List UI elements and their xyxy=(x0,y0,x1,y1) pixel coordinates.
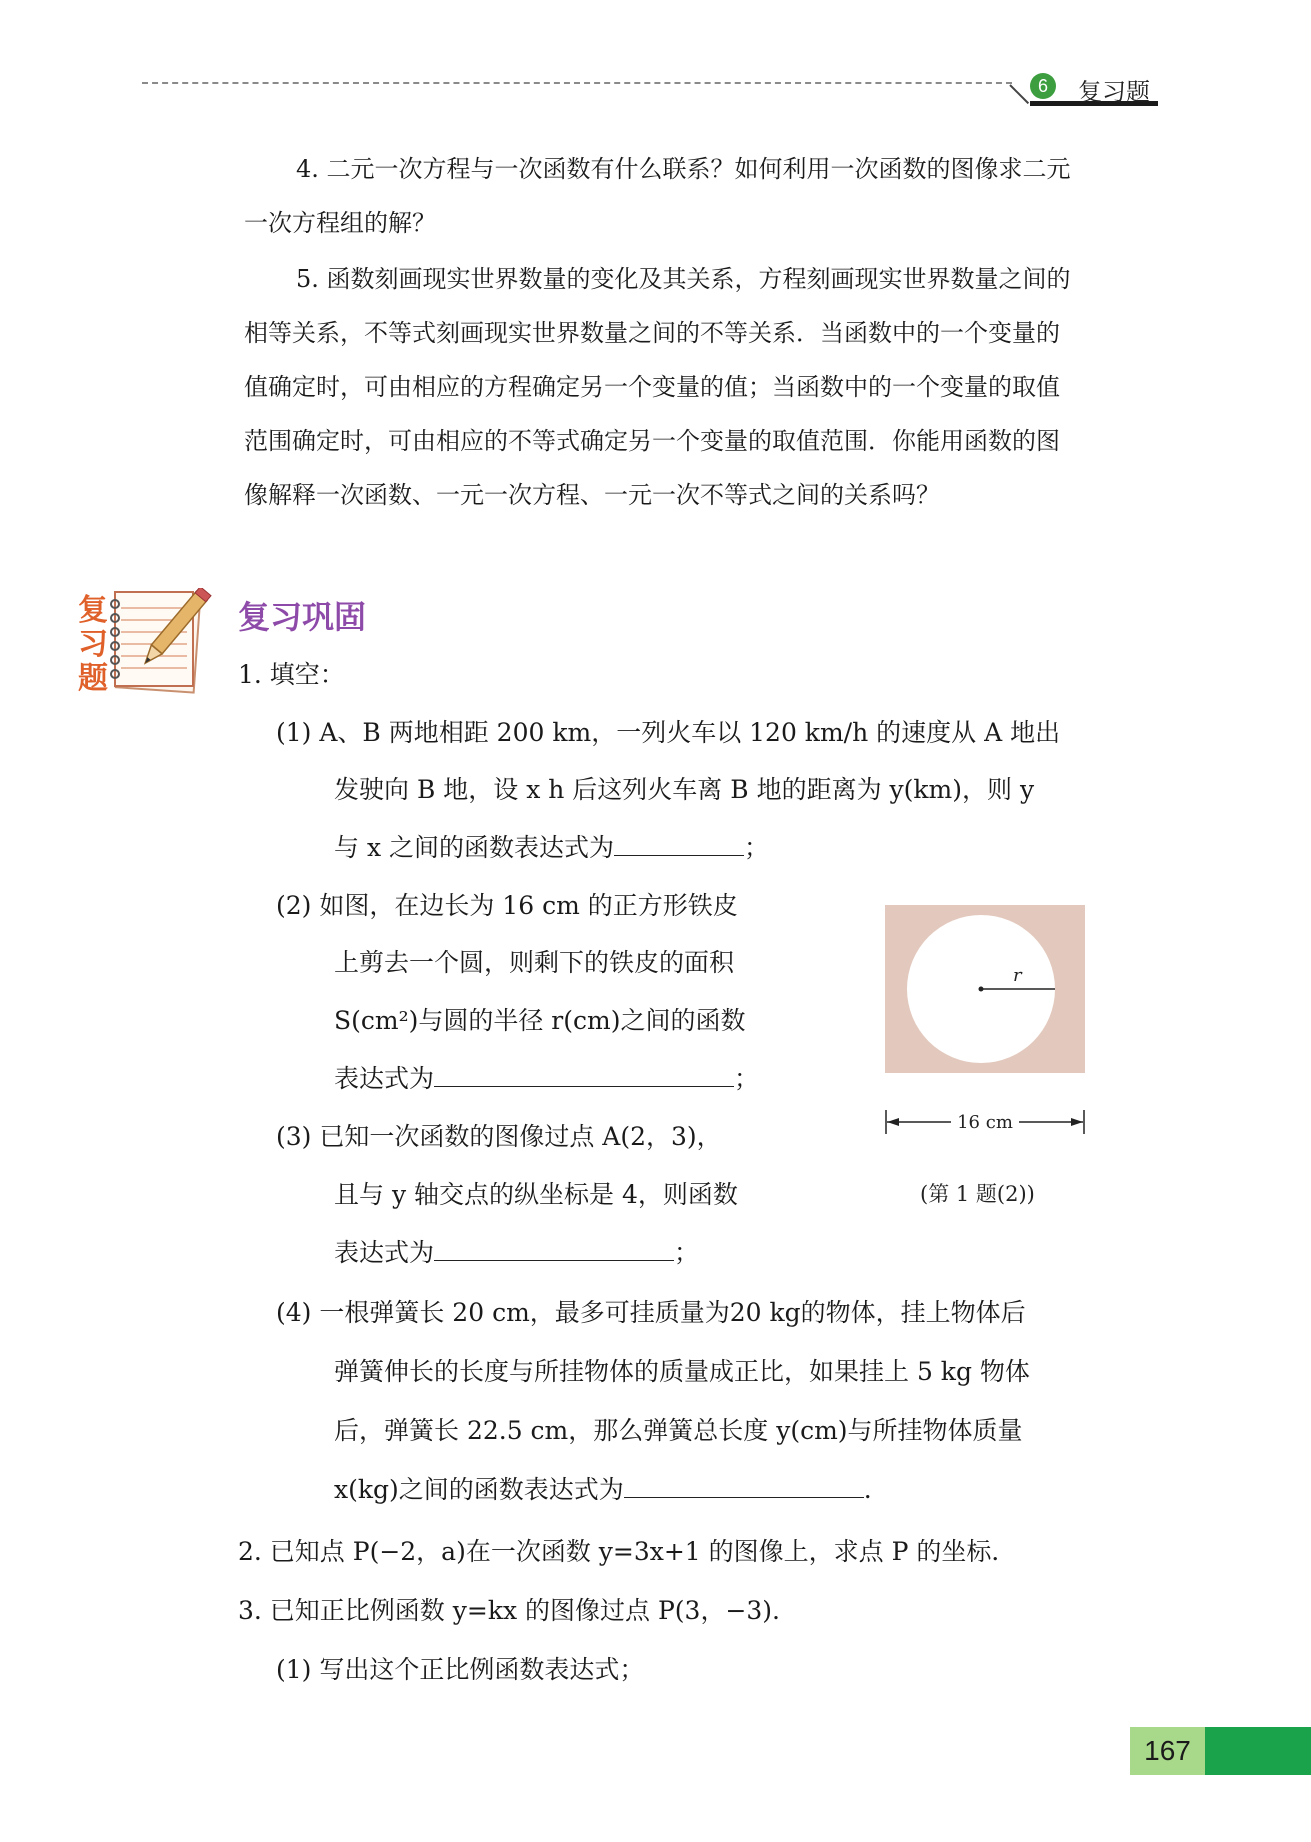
exercise-1-4-line-2: 弹簧伸长的长度与所挂物体的质量成正比，如果挂上 5 kg 物体 xyxy=(334,1357,1030,1386)
answer-blank-1-4[interactable] xyxy=(624,1473,864,1498)
exercise-1-3-text: 表达式为 xyxy=(334,1238,435,1267)
exercise-1-1-punct: ； xyxy=(744,833,770,862)
exercise-1-2-line-4 xyxy=(334,1062,759,1096)
circle-center-dot xyxy=(979,987,984,992)
exercise-1-3-punct: ； xyxy=(674,1238,700,1267)
exercise-1-4-punct: . xyxy=(863,1475,872,1504)
page-number: 167 xyxy=(1130,1727,1205,1775)
exercise-1-2-line-3: S(cm²)与圆的半径 r(cm)之间的函数 xyxy=(334,1006,746,1035)
exercise-2: 2. 已知点 P(−2，a)在一次函数 y=3x+1 的图像上，求点 P 的坐标． xyxy=(238,1537,1017,1566)
exercise-1-4-line-1: (4) 一根弹簧长 20 cm，最多可挂质量为20 kg的物体，挂上物体后 xyxy=(276,1298,1026,1327)
exercise-1-1-line-2: 发驶向 B 地，设 x h 后这列火车离 B 地的距离为 y(km)，则 y xyxy=(334,775,1035,804)
exercise-3-1: (1) 写出这个正比例函数表达式； xyxy=(276,1655,645,1684)
exercise-1-1-line-3 xyxy=(334,831,769,865)
dimension-label: 16 cm xyxy=(957,1112,1013,1133)
exercise-1-2-line-2: 上剪去一个圆，则剩下的铁皮的面积 xyxy=(334,948,735,977)
question-4 xyxy=(244,142,1158,250)
header-dashed-rule xyxy=(142,82,1012,84)
answer-blank-1-1[interactable] xyxy=(614,831,744,856)
chapter-number-badge: 6 xyxy=(1030,73,1056,99)
q4-line-2: 一次方程组的解？ xyxy=(244,209,436,237)
exercise-1-3-line-3 xyxy=(334,1236,699,1270)
q5-line-2: 相等关系，不等式刻画现实世界数量之间的不等关系．当函数中的一个变量的 xyxy=(244,319,1060,347)
answer-blank-1-2[interactable] xyxy=(434,1062,734,1087)
exercise-3: 3. 已知正比例函数 y=kx 的图像过点 P(3，−3). xyxy=(238,1596,780,1625)
dimension-arrow xyxy=(885,1108,1085,1136)
answer-blank-1-3[interactable] xyxy=(434,1236,674,1261)
exercise-1-1-line-1: (1) A、B 两地相距 200 km，一列火车以 120 km/h 的速度从 A 地出 xyxy=(276,718,1061,747)
q5-line-1: 5. 函数刻画现实世界数量的变化及其关系，方程刻画现实世界数量之间的 xyxy=(296,265,1071,293)
exercise-1-2-punct: ； xyxy=(734,1064,760,1093)
exercise-1-label: 1. 填空： xyxy=(238,660,345,689)
exercise-1-4-text: x(kg)之间的函数表达式为 xyxy=(334,1475,624,1504)
exercise-1-4-line-3: 后，弹簧长 22.5 cm，那么弹簧总长度 y(cm)与所挂物体质量 xyxy=(334,1416,1023,1445)
question-5 xyxy=(244,252,1158,522)
exercise-1-3-line-1: (3) 已知一次函数的图像过点 A(2，3)， xyxy=(276,1122,722,1151)
q4-line-1: 4. 二元一次方程与一次函数有什么联系？如何利用一次函数的图像求二元 xyxy=(296,155,1071,183)
q5-line-5: 像解释一次函数、一元一次方程、一元一次不等式之间的关系吗？ xyxy=(244,481,940,509)
section-title: 复习巩固 xyxy=(238,598,367,636)
q5-line-4: 范围确定时，可由相应的不等式确定另一个变量的取值范围．你能用函数的图 xyxy=(244,427,1060,455)
chapter-title: 复习题 xyxy=(1078,79,1150,106)
q5-line-3: 值确定时，可由相应的方程确定另一个变量的值；当函数中的一个变量的取值 xyxy=(244,373,1060,401)
figure-caption: (第 1 题(2)) xyxy=(920,1182,1035,1206)
exercise-1-1-text: 与 x 之间的函数表达式为 xyxy=(334,833,614,862)
page-number-bar xyxy=(1205,1727,1311,1775)
exercise-1-3-line-2: 且与 y 轴交点的纵坐标是 4，则函数 xyxy=(334,1180,738,1209)
section-logo-text: 复习题 xyxy=(78,593,108,696)
header-diagonal-rule xyxy=(1009,84,1029,104)
radius-label: r xyxy=(1013,965,1022,986)
square-with-circle-figure xyxy=(885,905,1085,1073)
exercise-1-2-text: 表达式为 xyxy=(334,1064,435,1093)
exercise-1-2-line-1: (2) 如图，在边长为 16 cm 的正方形铁皮 xyxy=(276,891,738,920)
exercise-1-4-line-4 xyxy=(334,1473,872,1507)
